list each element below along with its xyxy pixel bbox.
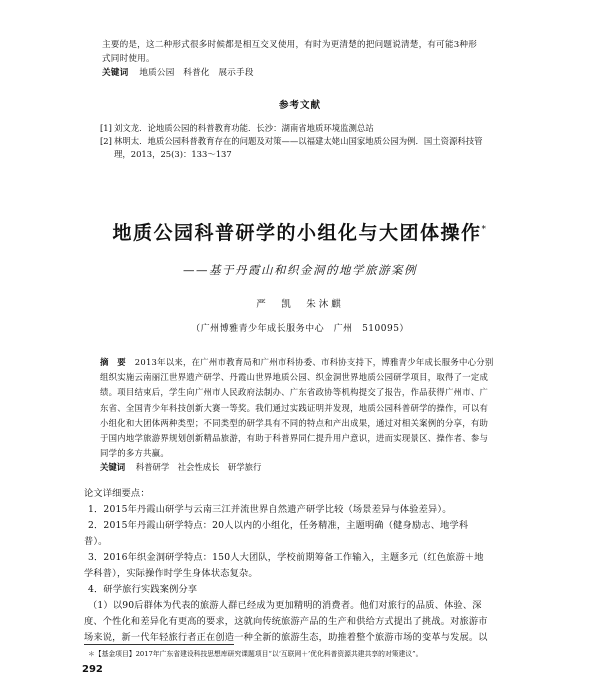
article-title [0,218,600,245]
article-authors: 严 凯 朱沐麒 [256,299,344,310]
title-footnote-mark: * [481,224,488,235]
article-affiliation: （广州博雅青少年成长服务中心 广州 510095） [191,324,409,334]
references-title: 参考文献 [278,100,321,111]
abstract-line: 2013年以来，在广州市教育局和广州市科协委、市科协支持下，博雅青少年成长服务中心分别 [134,357,494,367]
reference-number: [1] [100,123,112,133]
article-keywords [100,460,518,474]
body-line: （1）以90后群体为代表的旅游人群已经成为更加精明的消费者。他们对旅行的品质、体验、深 [88,600,482,611]
body-line: 普）。 [84,536,108,547]
body-line: 论文详细要点： [84,488,150,499]
reference-text: 理，2013，25(3)：133～137 [114,149,232,159]
prev-keywords: 地质公园 科普化 展示手段 [139,68,254,78]
body-line: 度、个性化和差异化有更高的要求，这就向传统旅游产品的生产和供给方式提出了挑战。对旅游市 [84,616,488,627]
abstract-line: 小组化和大团体两种类型；不同类型的研学具有不同的特点和产出成果，通过对相关案例的分享，有助 [100,417,489,428]
reference-number: [2] [100,136,112,146]
abstract [100,355,518,461]
body-line: 1．2015年丹霞山研学与云南三江并流世界自然遗产研学比较（场景差异与体验差异）。 [88,504,452,515]
article-title-text: 地质公园科普研学的小组化与大团体操作 [112,222,482,244]
abstract-line: 绩。项目结束后，学生向广州市人民政府法制办、广东省政协等机构提交了报告，作品获得广州市、广 [100,387,489,398]
article-keywords-label: 关键词 [100,462,126,472]
prev-keywords-label: 关键词 [102,68,129,78]
body-line: 4．研学旅行实践案例分享 [88,584,198,595]
prev-line-2: 式同时使用。 [102,54,155,64]
article-keywords-text: 科普研学 社会性成长 研学旅行 [135,462,262,472]
reference-text: 林明太．地质公园科普教育存在的问题及对策——以福建太姥山国家地质公园为例．国土资源科技管 [114,136,483,146]
reference-item [100,135,520,148]
reference-item [100,148,520,161]
abstract-line: 东省、全国青少年科技创新大赛一等奖。我们通过实践证明并发现，地质公园科普研学的操作，可以有 [100,402,489,413]
abstract-label: 摘 要 [100,357,126,367]
body-line: 学科普），实际操作时学生身体状态复杂。 [84,568,258,579]
body-line: 3．2016年织金洞研学特点：150人大团队，学校前期筹备工作输入，主题多元（红色旅游＋地 [88,552,484,563]
previous-article-text [102,38,522,80]
footnote: ＊【基金项目】2017年广东省建设科技思想库研究课题项目“以‘互联网＋’优化科普资源共建共享的对策建议”。 [88,650,423,658]
reference-item [100,122,520,135]
reference-text: 刘文龙．论地质公园的科普教育功能．长沙：湖南省地质环境监测总站 [114,123,374,133]
body-line: 2．2015年丹霞山研学特点：20人以内的小组化，任务精准，主题明确（健身励志、地学科 [88,520,469,531]
footnote-divider [84,644,234,645]
abstract-line: 同学的多方共赢。 [100,448,169,459]
abstract-line: 组织实施云南丽江世界遗产研学、丹霞山世界地质公园、织金洞世界地质公园研学项目，取得了一定成 [100,372,489,383]
abstract-line: 于国内地学旅游界规划创新精品旅游，有助于科普界同仁提升用户意识，进而实现景区、操作者、参与 [100,433,489,444]
page-number: 292 [82,664,103,675]
body-line: 场来说，新一代年轻旅行者正在创造一种全新的旅游生态，助推着整个旅游市场的变革与发展。以 [84,632,488,643]
prev-line-1: 主要的是，这二种形式很多时候都是相互交叉使用，有时为更清楚的把问题说清楚，有可能3种形 [102,40,478,50]
article-subtitle: ——基于丹霞山和织金洞的地学旅游案例 [183,263,417,277]
